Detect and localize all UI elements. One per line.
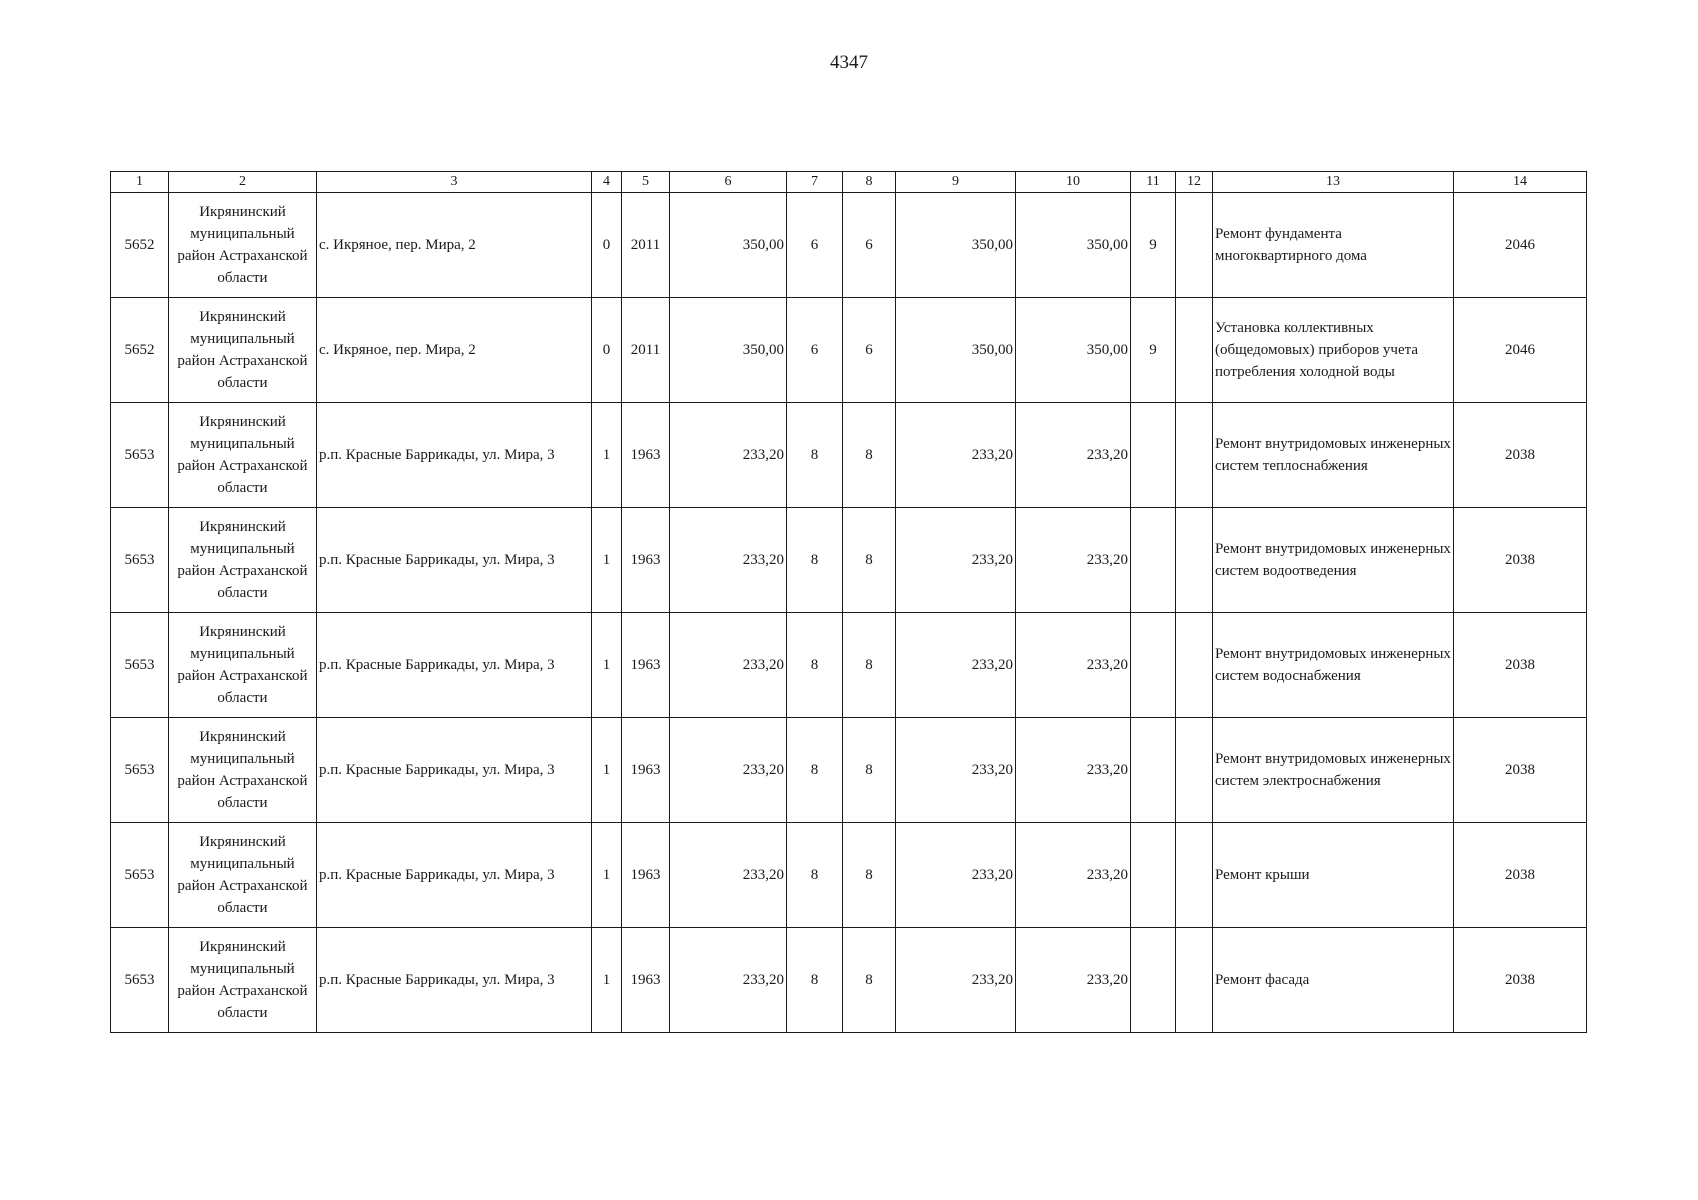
col9-cell: 233,20 xyxy=(896,508,1016,613)
col11-cell xyxy=(1131,508,1176,613)
year-cell: 1963 xyxy=(622,823,670,928)
column-header: 13 xyxy=(1213,172,1454,193)
col11-cell: 9 xyxy=(1131,193,1176,298)
col10-cell: 350,00 xyxy=(1016,298,1131,403)
col4-cell: 1 xyxy=(592,403,622,508)
house-id-cell: 5653 xyxy=(111,613,169,718)
col11-cell xyxy=(1131,403,1176,508)
col12-cell xyxy=(1176,613,1213,718)
work-type-cell: Ремонт внутридомовых инженерных систем водоснабжения xyxy=(1213,613,1454,718)
col9-cell: 350,00 xyxy=(896,193,1016,298)
col4-cell: 0 xyxy=(592,193,622,298)
col11-cell xyxy=(1131,718,1176,823)
address-cell: р.п. Красные Баррикады, ул. Мира, 3 xyxy=(317,613,592,718)
table-row xyxy=(111,193,1587,298)
col11-cell xyxy=(1131,823,1176,928)
house-id-cell: 5653 xyxy=(111,403,169,508)
address-cell: с. Икряное, пер. Мира, 2 xyxy=(317,193,592,298)
column-header: 8 xyxy=(843,172,896,193)
address-cell: р.п. Красные Баррикады, ул. Мира, 3 xyxy=(317,928,592,1033)
col11-cell xyxy=(1131,613,1176,718)
col9-cell: 233,20 xyxy=(896,718,1016,823)
col8-cell: 8 xyxy=(843,508,896,613)
year-cell: 2011 xyxy=(622,193,670,298)
col9-cell: 350,00 xyxy=(896,298,1016,403)
col7-cell: 8 xyxy=(787,613,843,718)
column-header: 14 xyxy=(1454,172,1587,193)
column-header: 10 xyxy=(1016,172,1131,193)
column-header: 2 xyxy=(169,172,317,193)
table-row xyxy=(111,928,1587,1033)
table-row xyxy=(111,823,1587,928)
col6-cell: 233,20 xyxy=(670,928,787,1033)
municipality-cell: Икрянинский муниципальный район Астраханской области xyxy=(169,928,317,1033)
capital-repair-table xyxy=(110,171,1587,1033)
col10-cell: 233,20 xyxy=(1016,718,1131,823)
col4-cell: 1 xyxy=(592,718,622,823)
year-cell-14: 2038 xyxy=(1454,613,1587,718)
address-cell: р.п. Красные Баррикады, ул. Мира, 3 xyxy=(317,403,592,508)
work-type-cell: Установка коллективных (общедомовых) приборов учета потребления холодной воды xyxy=(1213,298,1454,403)
col6-cell: 233,20 xyxy=(670,823,787,928)
municipality-cell: Икрянинский муниципальный район Астраханской области xyxy=(169,193,317,298)
municipality-cell: Икрянинский муниципальный район Астраханской области xyxy=(169,403,317,508)
col10-cell: 233,20 xyxy=(1016,613,1131,718)
col8-cell: 8 xyxy=(843,823,896,928)
col11-cell xyxy=(1131,928,1176,1033)
municipality-cell: Икрянинский муниципальный район Астраханской области xyxy=(169,298,317,403)
col7-cell: 6 xyxy=(787,193,843,298)
house-id-cell: 5653 xyxy=(111,508,169,613)
year-cell-14: 2038 xyxy=(1454,928,1587,1033)
work-type-cell: Ремонт внутридомовых инженерных систем электроснабжения xyxy=(1213,718,1454,823)
col12-cell xyxy=(1176,508,1213,613)
municipality-cell: Икрянинский муниципальный район Астраханской области xyxy=(169,613,317,718)
column-header: 1 xyxy=(111,172,169,193)
col4-cell: 0 xyxy=(592,298,622,403)
year-cell-14: 2038 xyxy=(1454,508,1587,613)
header-row xyxy=(111,172,1587,193)
column-header: 11 xyxy=(1131,172,1176,193)
house-id-cell: 5652 xyxy=(111,298,169,403)
column-header: 9 xyxy=(896,172,1016,193)
house-id-cell: 5653 xyxy=(111,928,169,1033)
col4-cell: 1 xyxy=(592,508,622,613)
year-cell: 1963 xyxy=(622,508,670,613)
year-cell: 1963 xyxy=(622,718,670,823)
col10-cell: 350,00 xyxy=(1016,193,1131,298)
col12-cell xyxy=(1176,403,1213,508)
house-id-cell: 5653 xyxy=(111,823,169,928)
work-type-cell: Ремонт крыши xyxy=(1213,823,1454,928)
col6-cell: 233,20 xyxy=(670,403,787,508)
table-row xyxy=(111,298,1587,403)
col6-cell: 233,20 xyxy=(670,508,787,613)
col9-cell: 233,20 xyxy=(896,928,1016,1033)
col12-cell xyxy=(1176,928,1213,1033)
col8-cell: 8 xyxy=(843,928,896,1033)
year-cell-14: 2046 xyxy=(1454,298,1587,403)
col10-cell: 233,20 xyxy=(1016,403,1131,508)
col12-cell xyxy=(1176,718,1213,823)
col12-cell xyxy=(1176,298,1213,403)
col7-cell: 8 xyxy=(787,928,843,1033)
address-cell: с. Икряное, пер. Мира, 2 xyxy=(317,298,592,403)
year-cell: 1963 xyxy=(622,403,670,508)
col6-cell: 233,20 xyxy=(670,613,787,718)
work-type-cell: Ремонт внутридомовых инженерных систем теплоснабжения xyxy=(1213,403,1454,508)
year-cell-14: 2046 xyxy=(1454,193,1587,298)
col12-cell xyxy=(1176,823,1213,928)
col8-cell: 8 xyxy=(843,403,896,508)
house-id-cell: 5653 xyxy=(111,718,169,823)
col4-cell: 1 xyxy=(592,613,622,718)
col4-cell: 1 xyxy=(592,928,622,1033)
address-cell: р.п. Красные Баррикады, ул. Мира, 3 xyxy=(317,823,592,928)
col8-cell: 6 xyxy=(843,298,896,403)
col9-cell: 233,20 xyxy=(896,613,1016,718)
col10-cell: 233,20 xyxy=(1016,508,1131,613)
municipality-cell: Икрянинский муниципальный район Астраханской области xyxy=(169,508,317,613)
year-cell: 1963 xyxy=(622,613,670,718)
year-cell-14: 2038 xyxy=(1454,718,1587,823)
column-header: 6 xyxy=(670,172,787,193)
address-cell: р.п. Красные Баррикады, ул. Мира, 3 xyxy=(317,718,592,823)
col6-cell: 350,00 xyxy=(670,193,787,298)
col7-cell: 8 xyxy=(787,403,843,508)
municipality-cell: Икрянинский муниципальный район Астраханской области xyxy=(169,718,317,823)
col8-cell: 8 xyxy=(843,613,896,718)
col7-cell: 8 xyxy=(787,718,843,823)
column-header: 5 xyxy=(622,172,670,193)
year-cell: 2011 xyxy=(622,298,670,403)
col6-cell: 350,00 xyxy=(670,298,787,403)
year-cell-14: 2038 xyxy=(1454,823,1587,928)
year-cell: 1963 xyxy=(622,928,670,1033)
year-cell-14: 2038 xyxy=(1454,403,1587,508)
work-type-cell: Ремонт внутридомовых инженерных систем водоотведения xyxy=(1213,508,1454,613)
col7-cell: 6 xyxy=(787,298,843,403)
col4-cell: 1 xyxy=(592,823,622,928)
col8-cell: 8 xyxy=(843,718,896,823)
municipality-cell: Икрянинский муниципальный район Астраханской области xyxy=(169,823,317,928)
col12-cell xyxy=(1176,193,1213,298)
col10-cell: 233,20 xyxy=(1016,823,1131,928)
col6-cell: 233,20 xyxy=(670,718,787,823)
address-cell: р.п. Красные Баррикады, ул. Мира, 3 xyxy=(317,508,592,613)
col9-cell: 233,20 xyxy=(896,823,1016,928)
col10-cell: 233,20 xyxy=(1016,928,1131,1033)
work-type-cell: Ремонт фасада xyxy=(1213,928,1454,1033)
column-header: 4 xyxy=(592,172,622,193)
column-header: 3 xyxy=(317,172,592,193)
col11-cell: 9 xyxy=(1131,298,1176,403)
page-number: 4347 xyxy=(830,52,868,73)
column-header: 7 xyxy=(787,172,843,193)
col7-cell: 8 xyxy=(787,823,843,928)
col7-cell: 8 xyxy=(787,508,843,613)
table-row xyxy=(111,718,1587,823)
table-row xyxy=(111,403,1587,508)
work-type-cell: Ремонт фундамента многоквартирного дома xyxy=(1213,193,1454,298)
col8-cell: 6 xyxy=(843,193,896,298)
column-header: 12 xyxy=(1176,172,1213,193)
table-row xyxy=(111,613,1587,718)
col9-cell: 233,20 xyxy=(896,403,1016,508)
house-id-cell: 5652 xyxy=(111,193,169,298)
table-row xyxy=(111,508,1587,613)
